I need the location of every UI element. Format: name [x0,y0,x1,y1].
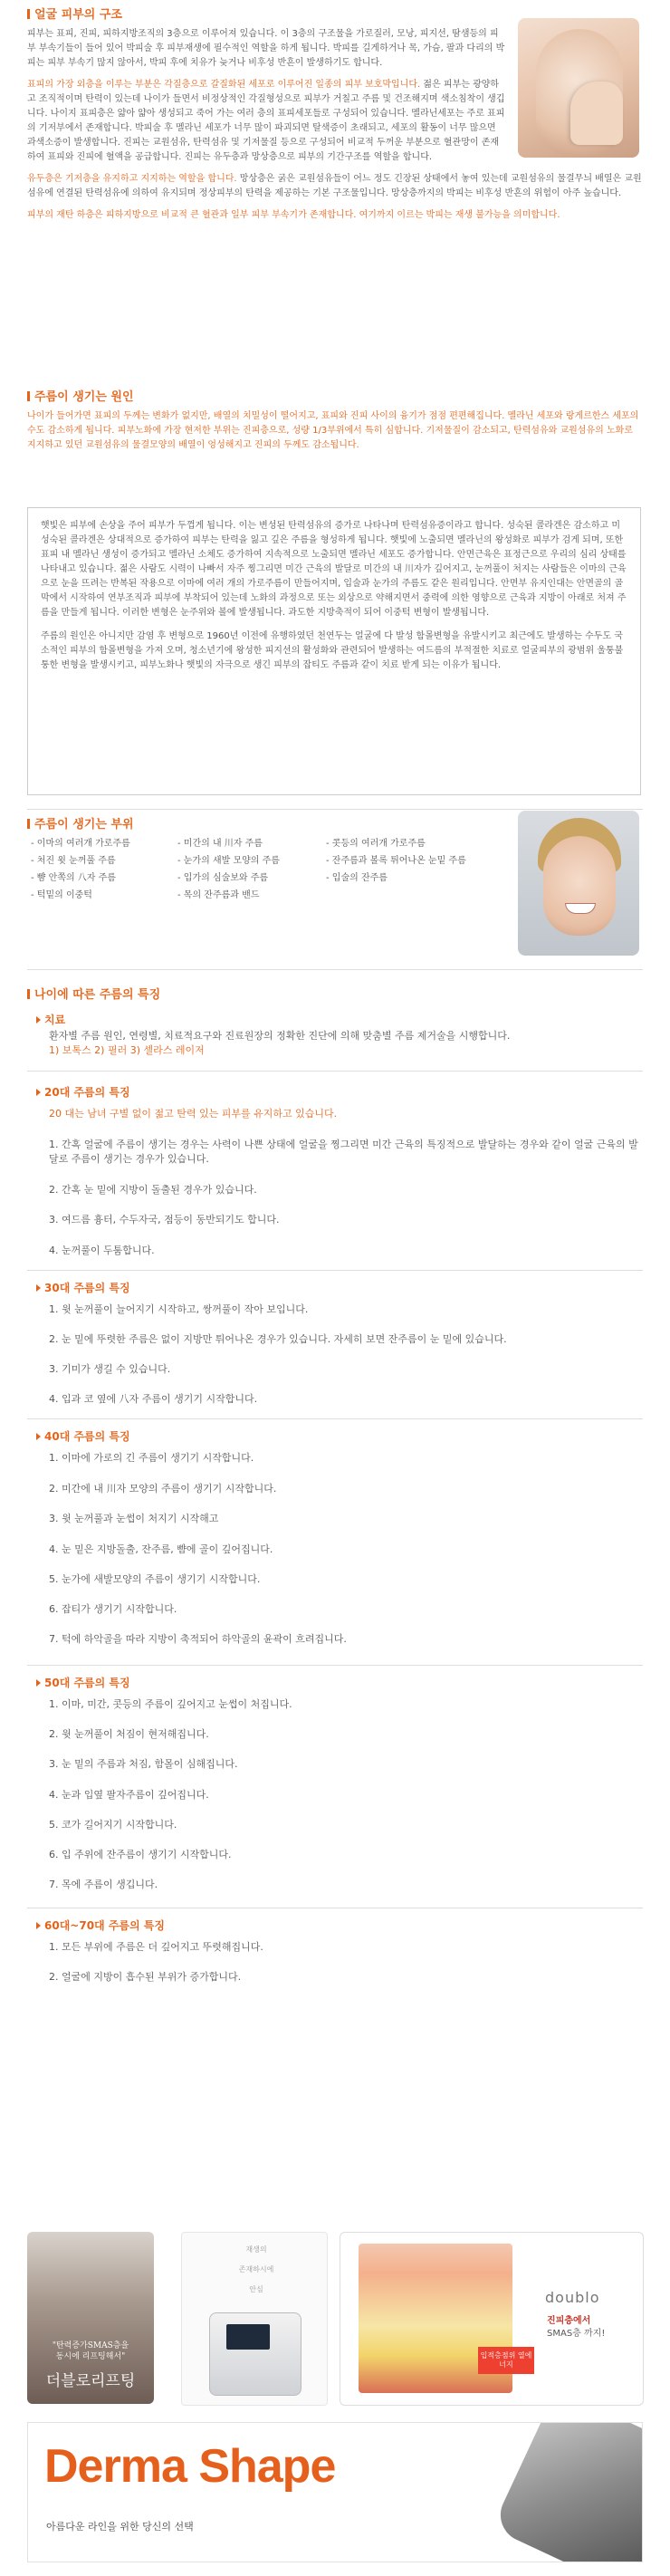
age50-item: 4. 눈과 입옆 팔자주름이 깊어집니다. [49,1789,209,1801]
heading-bar-icon [27,819,30,829]
banner2-text: 재생의 [245,2245,267,2254]
age30-item: 3. 기미가 생길 수 있습니다. [49,1363,171,1375]
list-item: - 콧등의 여러개 가로주름 [326,839,426,849]
section-heading [27,817,498,833]
list-item: - 뺨 안쪽의 八자 주름 [31,873,116,883]
list-item: - 입술의 잔주름 [326,873,388,883]
age50-item: 2. 윗 눈꺼풀이 처짐이 현저해집니다. [49,1728,209,1740]
age40-item: 5. 눈가에 새발모양의 주름이 생기기 시작합니다. [49,1573,261,1585]
wrinkle-areas-col3 [326,835,516,887]
list-item: - 이마의 여러개 가로주름 [31,839,130,849]
banner1-line2: 동시에 리프팅해서" [55,2352,126,2361]
derma-shape-banner [27,2422,643,2562]
age40-item: 2. 미간에 내 川자 모양의 주름이 생기기 시작합니다. [49,1483,277,1495]
age20-item: 2. 간혹 눈 밑에 지방이 돌출된 경우가 있습니다. [49,1184,257,1196]
divider [27,1071,643,1072]
device-image [209,2312,302,2396]
age30-heading [36,1281,130,1295]
skin-structure-section [27,7,642,223]
age40-title: 40대 주름의 특징 [44,1430,130,1443]
section-heading [27,7,507,24]
age40-heading [36,1429,130,1444]
age30-item: 4. 입과 코 옆에 八자 주름이 생기기 시작합니다. [49,1393,258,1405]
age50-item: 5. 코가 길어지기 시작합니다. [49,1819,177,1831]
banner1-text [27,2341,154,2362]
doublo-logo: doublo [545,2289,600,2306]
list-item: - 미간의 내 川자 주름 [177,839,263,849]
banner2-text: 존재하시에 [238,2265,274,2273]
woman-touching-face-photo [518,18,639,158]
age40-item: 4. 눈 밑은 지방돌출, 잔주름, 뺨에 골이 깊어집니다. [49,1543,273,1555]
divider [27,1665,643,1666]
derma-shape-subtitle: 아름다운 라인을 위한 당신의 선택 [46,2521,194,2533]
triangle-bullet-icon [36,1433,41,1440]
heading-bar-icon [27,391,30,401]
banner3-line1: 진피층에서 [547,2316,591,2326]
banner2-text: 안심 [249,2285,263,2293]
age20-title: 20대 주름의 특징 [44,1086,130,1099]
treatment-text: 환자별 주름 원인, 연령별, 치료적요구와 진료원장의 정확한 진단에 의해 맞춤별 주름 제거술을 시행합니다. [49,1030,511,1042]
para2-text: 젊은 피부는 광양하고 조직적이며 탄력이 있는데 나이가 들면서 비정상적인 각질형성으로 피부가 거칠고 주름 및 건조해지며 색소침착이 생깁니다. 나이지 표피층은 얇아 얇아 생성되고 죽어 가는 여러 층의 표피세포들로 구성되어 있습니다. 멜라닌세포는 주로 표피의 기저부에서 존재합니다. 박피술 후 멜라닌 세포가 너무 많이 파괴되면 탈색증이 초래되고, 세포의 활동이 너무 많으면 과색소증이 발생합니다. 진피는 교원섬유, 탄력섬유 및 기저물질 등으로 구성되어 비교적 두꺼운 부분으로 혈관망이 존재하여 표피와 진피에 혈액을 공급합니다. 진피는 유두층과 망상층으로 피부의 기간구조를 역할을 합니다. [27,80,505,162]
age-section [27,987,643,1004]
banner1-title: 더블로리프팅 [45,2372,136,2390]
age50-item: 3. 눈 밑의 주름과 처짐, 함몰이 심해집니다. [49,1758,238,1770]
wrinkle-cause-section [27,389,643,453]
derma-shape-title: Derma Shape [44,2440,336,2493]
age50-heading [36,1676,130,1690]
skin-layer-banner [340,2232,644,2406]
section-heading [27,389,643,406]
face-shape [543,836,616,936]
age40-item: 1. 이마에 가로의 긴 주름이 생기기 시작합니다. [49,1452,254,1464]
age30-item: 2. 눈 밑에 뚜렷한 주름은 없이 지방만 튀어나온 경우가 있습니다. 자세히 보면 잔주름이 눈 밑에 있습니다. [49,1333,507,1345]
age60-heading [36,1918,165,1933]
banner1-line1: "탄력증가SMAS층을 [52,2341,129,2350]
age30-title: 30대 주름의 특징 [44,1282,130,1294]
age20-subtitle: 20 대는 남녀 구별 없이 젊고 탄력 있는 피부를 유지하고 있습니다. [49,1108,338,1120]
treatment-heading [36,1013,65,1027]
list-item: - 턱밑의 이중턱 [31,890,92,900]
doublo-lifting-banner [27,2232,154,2404]
wrinkle-cause-orange-para: 나이가 들어가면 표피의 두께는 변화가 없지만, 배열의 치밀성이 떨어지고, 표피와 진피 사이의 융기가 점점 편편해집니다. 멜라닌 세포와 랑게르한스 세포의 수도 감소하게 됩니다. 피부노화에 가장 현저한 부위는 진피층으로, 성량 1/3부위에서 특히 심합니다. 기저물질이 감소되고, 탄력섬유와 교원섬유의 노화로 지지하고 있던 교원섬유의 물결모양의 배열이 엉성해지고 진피의 두께도 감소됩니다. [27,411,639,450]
skin-structure-para1: 피부는 표피, 진피, 피하지방조직의 3층으로 이루어져 있습니다. 이 3층의 구조물을 가로질러, 모낭, 피지선, 땀샘등의 피부 부속기들이 들어 있어 박피술 후 피부재생에 필수적인 역할을 하게 됩니다. 박피를 길게하거나 목, 가슴, 팔과 다리의 박피는 피부 부속기 많지 않아서, 박피 후에 치유가 늦거나 비후성 반흔이 발생하기도 합니다. [27,29,505,68]
triangle-bullet-icon [36,1016,41,1024]
divider [27,969,643,970]
hand-shape [570,82,623,145]
age-section-title: 나이에 따른 주름의 특징 [34,988,161,1002]
wrinkle-cause-title: 주름이 생기는 원인 [34,390,134,404]
wrinkle-areas-col2 [177,835,331,904]
age50-item: 7. 목에 주름이 생깁니다. [49,1879,158,1890]
list-item: - 입가의 심술보와 주름 [177,873,269,883]
age50-item: 6. 입 주위에 잔주름이 생기기 시작합니다. [49,1849,232,1860]
skin-structure-title: 얼굴 피부의 구조 [34,8,122,22]
wrinkle-cause-detail-box [27,507,641,795]
banner3-line2: SMAS층 까지! [547,2329,606,2339]
list-item: - 처진 윗 눈꺼풀 주름 [31,856,116,866]
handpiece-device-image [492,2422,643,2562]
age20-item: 3. 여드름 흉터, 수두자국, 점등이 동반되기도 합니다. [49,1214,280,1226]
callout-label: 입적층점위 열에너지 [478,2347,534,2374]
age60-item: 1. 모든 부위에 주름은 더 깊어지고 뚜렷해집니다. [49,1941,263,1953]
wrinkle-areas-title: 주름이 생기는 부위 [34,818,134,831]
age60-title: 60대~70대 주름의 특징 [44,1919,165,1932]
divider [27,1270,643,1271]
age20-item: 4. 눈꺼풀이 두툼합니다. [49,1245,155,1256]
box-para1: 햇빛은 피부에 손상을 주어 피부가 두껍게 됩니다. 이는 변성된 탄력섬유의 증가로 나타나며 탄력섬유증이라고 합니다. 성숙된 콜라겐은 감소하고 미성숙된 콜라겐은 상대적으로 증가하여 피부는 탄력을 잃고 깊은 주름을 형성하게 됩니다. 햇빛에 노출되면 멜라닌의 왕성화로 피부가 검게 되며, 또한 표피 내 멜라닌 생성이 증가되고 멜라닌 소체도 증가하여 지속적으로 노출되면 멜라닌 세포도 증가합니다. 안면근육은 표정근으로 우리의 심리 상태를 나타내고 있습니다. 젊은 사람도 시력이 나빠서 자주 찡그리면 미간 근육의 발달로 미간의 내 川자가 깊어지고, 눈꺼풀이 처지는 사람들은 이마의 근육으로 눈을 뜨려는 반복된 작용으로 이마에 여러 개의 가로주름이 만들어지며, 입술과 눈가의 주름도 같은 원리입니다. 안면부 유지인대는 안면골의 골막에서 시작하여 연부조직과 피부에 부착되어 있는데 노화의 과정으로 또는 외상으로 약해지면서 중력에 의한 영향으로 근육과 지방이 아래로 처져 주름을 만들게 됩니다. 이러한 변형은 눈주위와 볼에 발생됩니다. 과도한 지방축적이 되어 이중턱 변형이 발생됩니다. [41,521,627,618]
age50-title: 50대 주름의 특징 [44,1677,130,1689]
triangle-bullet-icon [36,1284,41,1292]
device-banner [181,2232,328,2406]
age40-item: 6. 잡티가 생기기 시작합니다. [49,1603,177,1615]
skin-structure-para2 [27,78,507,165]
para2-highlight: 표피의 가장 외층을 이루는 부분은 각질층으로 갈질화된 세포로 이루어진 일종의 피부 보호막입니다. [27,80,421,90]
divider [27,809,643,810]
divider [27,1418,643,1419]
treatment-label: 치료 [44,1014,66,1026]
age20-item: 1. 간혹 얼굴에 주름이 생기는 경우는 사력이 나쁜 상태에 얼굴을 찡그리면 미간 근육의 특징적으로 발달하는 경우와 같이 얼굴 근육의 발달로 주름이 생기는 경우가 있습니다. [49,1139,638,1165]
age30-item: 1. 윗 눈꺼풀이 늘어지기 시작하고, 쌍꺼풀이 작아 보입니다. [49,1303,309,1315]
para3-text: 망상층은 굵은 교원섬유들이 어느 정도 긴장된 상태에서 놓여 있는데 교원섬유의 물결무늬 배열은 교원섬유에 연결된 탄력섬유에 의하여 유지되며 정상피부의 탄력을 제공하는 기본 구조물입니다. 망상층까지의 박피는 비후성 반흔의 위험이 아주 높습니다. [27,174,642,198]
heading-bar-icon [27,9,30,19]
age20-heading [36,1085,130,1100]
section-heading [27,987,643,1004]
skin-structure-para4: 피부의 재탄 하층은 피하지방으로 비교적 큰 혈관과 일부 피부 부속기가 존재합니다. 여기까지 이르는 박피는 재생 불가능을 의미합니다. [27,210,560,220]
age40-item: 7. 턱에 하악골을 따라 지방이 축적되어 하악골의 윤곽이 흐려집니다. [49,1633,347,1645]
treatment-options: 1) 보톡스 2) 필러 3) 셀라스 레이저 [49,1044,205,1056]
age60-item: 2. 얼굴에 지방이 흡수된 부위가 증가합니다. [49,1971,242,1983]
age40-item: 3. 윗 눈꺼풀과 눈썹이 처지기 시작해고 [49,1513,219,1524]
para3-highlight: 유두층은 기저층을 유지하고 지지하는 역할을 합니다. [27,174,237,184]
triangle-bullet-icon [36,1679,41,1687]
triangle-bullet-icon [36,1089,41,1096]
device-screen [226,2324,270,2350]
wrinkle-areas-section [27,817,498,833]
box-para2: 주름의 원인은 아니지만 감염 후 변형으로 1960년 이전에 유행하였던 천연두는 얼굴에 다 발성 함몰변형을 유발시키고 최근에도 발생하는 수두도 국소적인 피부의 함몰변형을 가져 오며, 청소년기에 왕성한 피지선의 활성화와 관련되어 발생하는 여드름의 부적절한 치료로 얼굴피부의 광범위 울퉁불퉁한 변형을 발생시키고, 피부노화나 햇빛의 자극으로 생긴 피부의 잡티도 주름과 같이 치료 받게 되는 이유가 됩니다. [41,631,624,670]
skin-structure-para3 [27,172,643,201]
smiling-woman-photo [518,811,639,956]
list-item: - 눈가의 새발 모양의 주름 [177,856,280,866]
heading-bar-icon [27,989,30,999]
wrinkle-areas-col1 [31,835,176,904]
age50-item: 1. 이마, 미간, 콧등의 주름이 깊어지고 눈썹이 처집니다. [49,1698,292,1710]
list-item: - 잔주름과 볼록 튀어나온 눈밑 주름 [326,856,466,866]
triangle-bullet-icon [36,1922,41,1929]
list-item: - 목의 잔주름과 밴드 [177,890,260,900]
